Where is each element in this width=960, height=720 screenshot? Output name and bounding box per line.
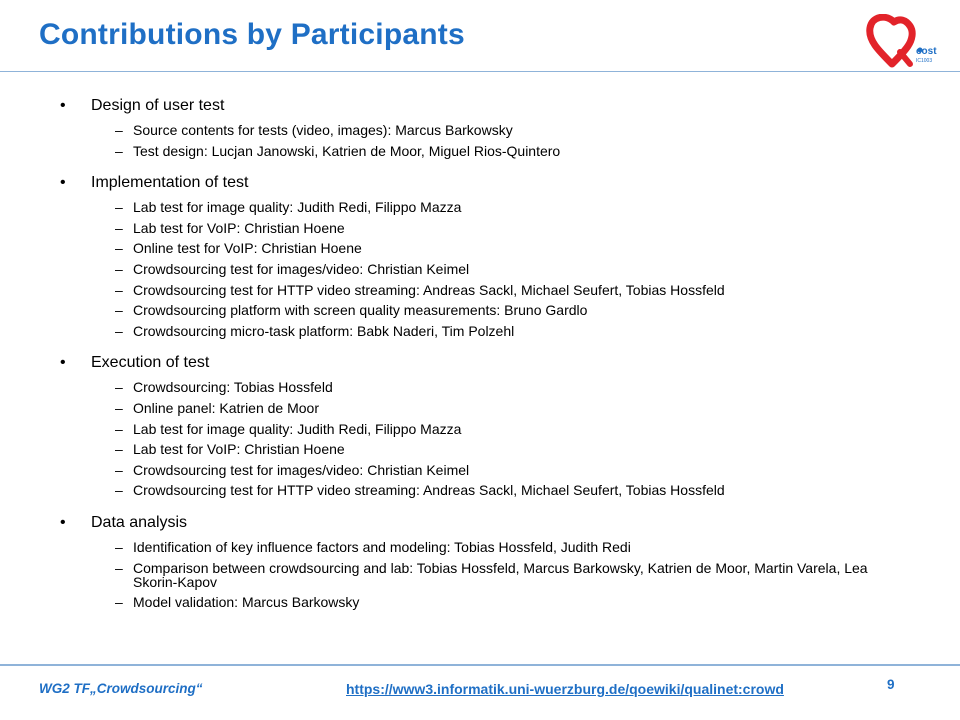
- page-number: 9: [887, 677, 895, 692]
- sub-bullet-text: Lab test for VoIP: Christian Hoene: [133, 441, 345, 458]
- dash-icon: –: [115, 379, 123, 396]
- dash-icon: –: [115, 122, 123, 138]
- sub-bullet-text: Model validation: Marcus Barkowsky: [133, 594, 360, 611]
- dash-icon: –: [115, 559, 123, 576]
- dash-icon: –: [115, 302, 123, 319]
- sub-bullet-text: Test design: Lucjan Janowski, Katrien de Moor, Miguel Rios-Quintero: [133, 142, 561, 159]
- dash-icon: –: [115, 594, 123, 611]
- sub-bullet-text: Crowdsourcing micro-task platform: Babk Naderi, Tim Polzehl: [133, 322, 515, 339]
- qualinet-cost-logo: [864, 14, 942, 74]
- sub-bullet-text: Crowdsourcing test for HTTP video streaming: Andreas Sackl, Michael Seufert, Tobias Hossfeld: [133, 281, 725, 298]
- section-heading-row: [0, 511, 960, 537]
- sub-bullet: [0, 238, 960, 259]
- dash-icon: –: [115, 260, 123, 277]
- bullet-icon: •: [60, 513, 66, 531]
- dash-icon: –: [115, 240, 123, 257]
- sub-bullet-text: Online test for VoIP: Christian Hoene: [133, 240, 362, 257]
- section-heading-row: [0, 351, 960, 377]
- sub-bullet: [0, 480, 960, 501]
- sub-bullet-text: Lab test for VoIP: Christian Hoene: [133, 219, 345, 236]
- sub-bullet: [0, 592, 960, 613]
- sub-bullet: [0, 460, 960, 481]
- sub-bullet-text: Online panel: Katrien de Moor: [133, 399, 319, 416]
- footer-divider: [0, 664, 960, 666]
- section-heading: Data analysis: [91, 513, 188, 531]
- sub-bullet: [0, 300, 960, 321]
- dash-icon: –: [115, 538, 123, 555]
- sub-bullet: [0, 280, 960, 301]
- sub-bullet: [0, 197, 960, 218]
- dash-icon: –: [115, 461, 123, 478]
- dash-icon: –: [115, 322, 123, 339]
- footer-task-force: WG2 TF„Crowdsourcing“: [39, 681, 203, 696]
- dash-icon: –: [115, 199, 123, 216]
- bullet-icon: •: [60, 97, 66, 114]
- section: [0, 171, 960, 341]
- sub-bullet-text: Crowdsourcing platform with screen quality measurements: Bruno Gardlo: [133, 302, 588, 319]
- section-heading: Execution of test: [91, 354, 210, 372]
- section: [0, 511, 960, 613]
- slide-title: Contributions by Participants: [39, 18, 465, 51]
- slide-body: [0, 94, 960, 623]
- sub-bullet: [0, 259, 960, 280]
- dash-icon: –: [115, 399, 123, 416]
- title-divider: [0, 71, 960, 72]
- dash-icon: –: [115, 420, 123, 437]
- sub-bullet: [0, 439, 960, 460]
- sub-bullet: [0, 321, 960, 342]
- sub-bullet-text: Lab test for image quality: Judith Redi, Filippo Mazza: [133, 420, 462, 437]
- sub-bullet-text: Crowdsourcing test for HTTP video streaming: Andreas Sackl, Michael Seufert, Tobias Hossfeld: [133, 482, 725, 499]
- bullet-icon: •: [60, 354, 66, 372]
- dash-icon: –: [115, 281, 123, 298]
- sub-bullet: [0, 141, 960, 162]
- dash-icon: –: [115, 142, 123, 159]
- logo-text: cost: [916, 46, 937, 57]
- sub-bullet-text: Comparison between crowdsourcing and lab: Tobias Hossfeld, Marcus Barkowsky, Katrien de Moor, Martin Varela, Lea Skorin-Kapov: [133, 559, 868, 590]
- sub-bullet-text: Crowdsourcing: Tobias Hossfeld: [133, 379, 333, 396]
- sub-bullet: [0, 419, 960, 440]
- dash-icon: –: [115, 441, 123, 458]
- section-heading-row: [0, 171, 960, 197]
- bullet-icon: •: [60, 174, 66, 192]
- sub-bullet-text: Identification of key influence factors and modeling: Tobias Hossfeld, Judith Redi: [133, 538, 631, 555]
- sub-bullet: [0, 537, 960, 558]
- svg-text:IC1003: IC1003: [916, 58, 933, 64]
- footer-wiki-link[interactable]: https://www3.informatik.uni-wuerzburg.de/qoewiki/qualinet:crowd: [346, 681, 784, 697]
- sub-bullet-text: Crowdsourcing test for images/video: Christian Keimel: [133, 461, 470, 478]
- sub-bullet: [0, 120, 960, 141]
- section-heading: Implementation of test: [91, 174, 249, 192]
- sub-bullet-text: Lab test for image quality: Judith Redi, Filippo Mazza: [133, 199, 462, 216]
- sub-bullet: [0, 218, 960, 239]
- section: [0, 351, 960, 501]
- sub-bullet-text: Source contents for tests (video, images): Marcus Barkowsky: [133, 122, 513, 138]
- sub-bullet: [0, 398, 960, 419]
- dash-icon: –: [115, 219, 123, 236]
- sub-bullet: [0, 558, 960, 593]
- section-heading-row: [0, 94, 960, 120]
- sub-bullet-text: Crowdsourcing test for images/video: Christian Keimel: [133, 260, 470, 277]
- section-heading: Design of user test: [91, 97, 225, 114]
- sub-bullet: [0, 377, 960, 398]
- section: [0, 94, 960, 161]
- dash-icon: –: [115, 482, 123, 499]
